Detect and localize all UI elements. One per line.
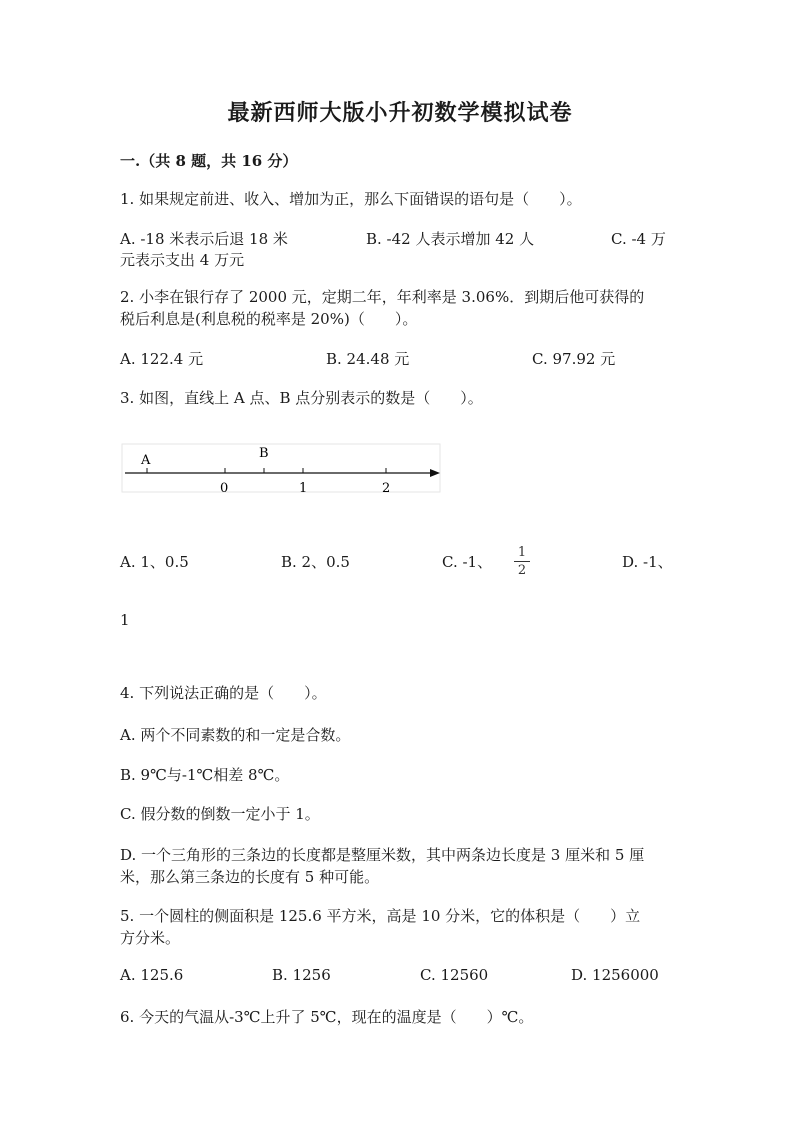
question-1-option-a: A. -18 米表示后退 18 米 (120, 230, 288, 248)
question-6-stem: 6. 今天的气温从-3℃上升了 5℃，现在的温度是（ ）℃。 (120, 1008, 534, 1026)
question-2-option-c: C. 97.92 元 (532, 350, 616, 368)
question-5-stem-line-2: 方分米。 (120, 929, 181, 947)
question-1-stem: 1. 如果规定前进、收入、增加为正，那么下面错误的语句是（ ）。 (120, 190, 582, 208)
number-line-arrow-icon (430, 469, 440, 477)
fraction-one-half (512, 545, 532, 578)
question-4-option-d-line-1: D. 一个三角形的三条边的长度都是整厘米数，其中两条边长度是 3 厘米和 5 厘 (120, 846, 645, 864)
number-line-figure (120, 440, 442, 496)
question-4-option-b: B. 9℃与-1℃相差 8℃。 (120, 766, 290, 784)
page-title: 最新西师大版小升初数学模拟试卷 (227, 100, 573, 126)
question-1-option-c: C. -4 万 (611, 230, 666, 248)
question-2-stem-line-1: 2. 小李在银行存了 2000 元，定期二年，年利率是 3.06%．到期后他可获得的 (120, 288, 645, 306)
question-5-option-c: C. 12560 (420, 966, 489, 984)
point-label-b: B (259, 446, 269, 461)
question-3-option-d-continued: 1 (120, 611, 130, 629)
question-4-option-a: A. 两个不同素数的和一定是合数。 (120, 726, 351, 744)
question-5-option-b: B. 1256 (272, 966, 331, 984)
question-2-option-b: B. 24.48 元 (326, 350, 410, 368)
question-3-option-c: C. -1、 (442, 553, 493, 571)
point-label-a: A (141, 453, 151, 468)
question-1-option-b: B. -42 人表示增加 42 人 (366, 230, 535, 248)
question-5-option-a: A. 125.6 (120, 966, 184, 984)
fraction-denominator: 2 (517, 563, 527, 578)
question-5-stem-line-1: 5. 一个圆柱的侧面积是 125.6 平方米，高是 10 分米，它的体积是（ ）立 (120, 907, 641, 925)
question-4-option-c: C. 假分数的倒数一定小于 1。 (120, 805, 320, 823)
figure-border (122, 444, 440, 492)
section-heading: 一.（共 8 题，共 16 分） (120, 152, 298, 170)
question-3-option-a: A. 1、0.5 (120, 553, 189, 571)
question-2-option-a: A. 122.4 元 (120, 350, 204, 368)
question-5-option-d: D. 1256000 (571, 966, 659, 984)
question-1-option-c-continued: 元表示支出 4 万元 (120, 251, 245, 269)
question-3-stem: 3. 如图，直线上 A 点、B 点分别表示的数是（ ）。 (120, 389, 483, 407)
tick-label-1: 1 (299, 481, 308, 496)
question-4-option-d-line-2: 米，那么第三条边的长度有 5 种可能。 (120, 868, 380, 886)
tick-label-0: 0 (220, 481, 229, 496)
tick-label-2: 2 (382, 481, 391, 496)
question-2-stem-line-2: 税后利息是(利息税的税率是 20%)（ ）。 (120, 310, 418, 328)
question-3-option-d: D. -1、 (622, 553, 673, 571)
fraction-bar (514, 561, 530, 562)
fraction-numerator: 1 (517, 545, 527, 560)
question-3-option-b: B. 2、0.5 (281, 553, 350, 571)
question-4-stem: 4. 下列说法正确的是（ ）。 (120, 684, 327, 702)
